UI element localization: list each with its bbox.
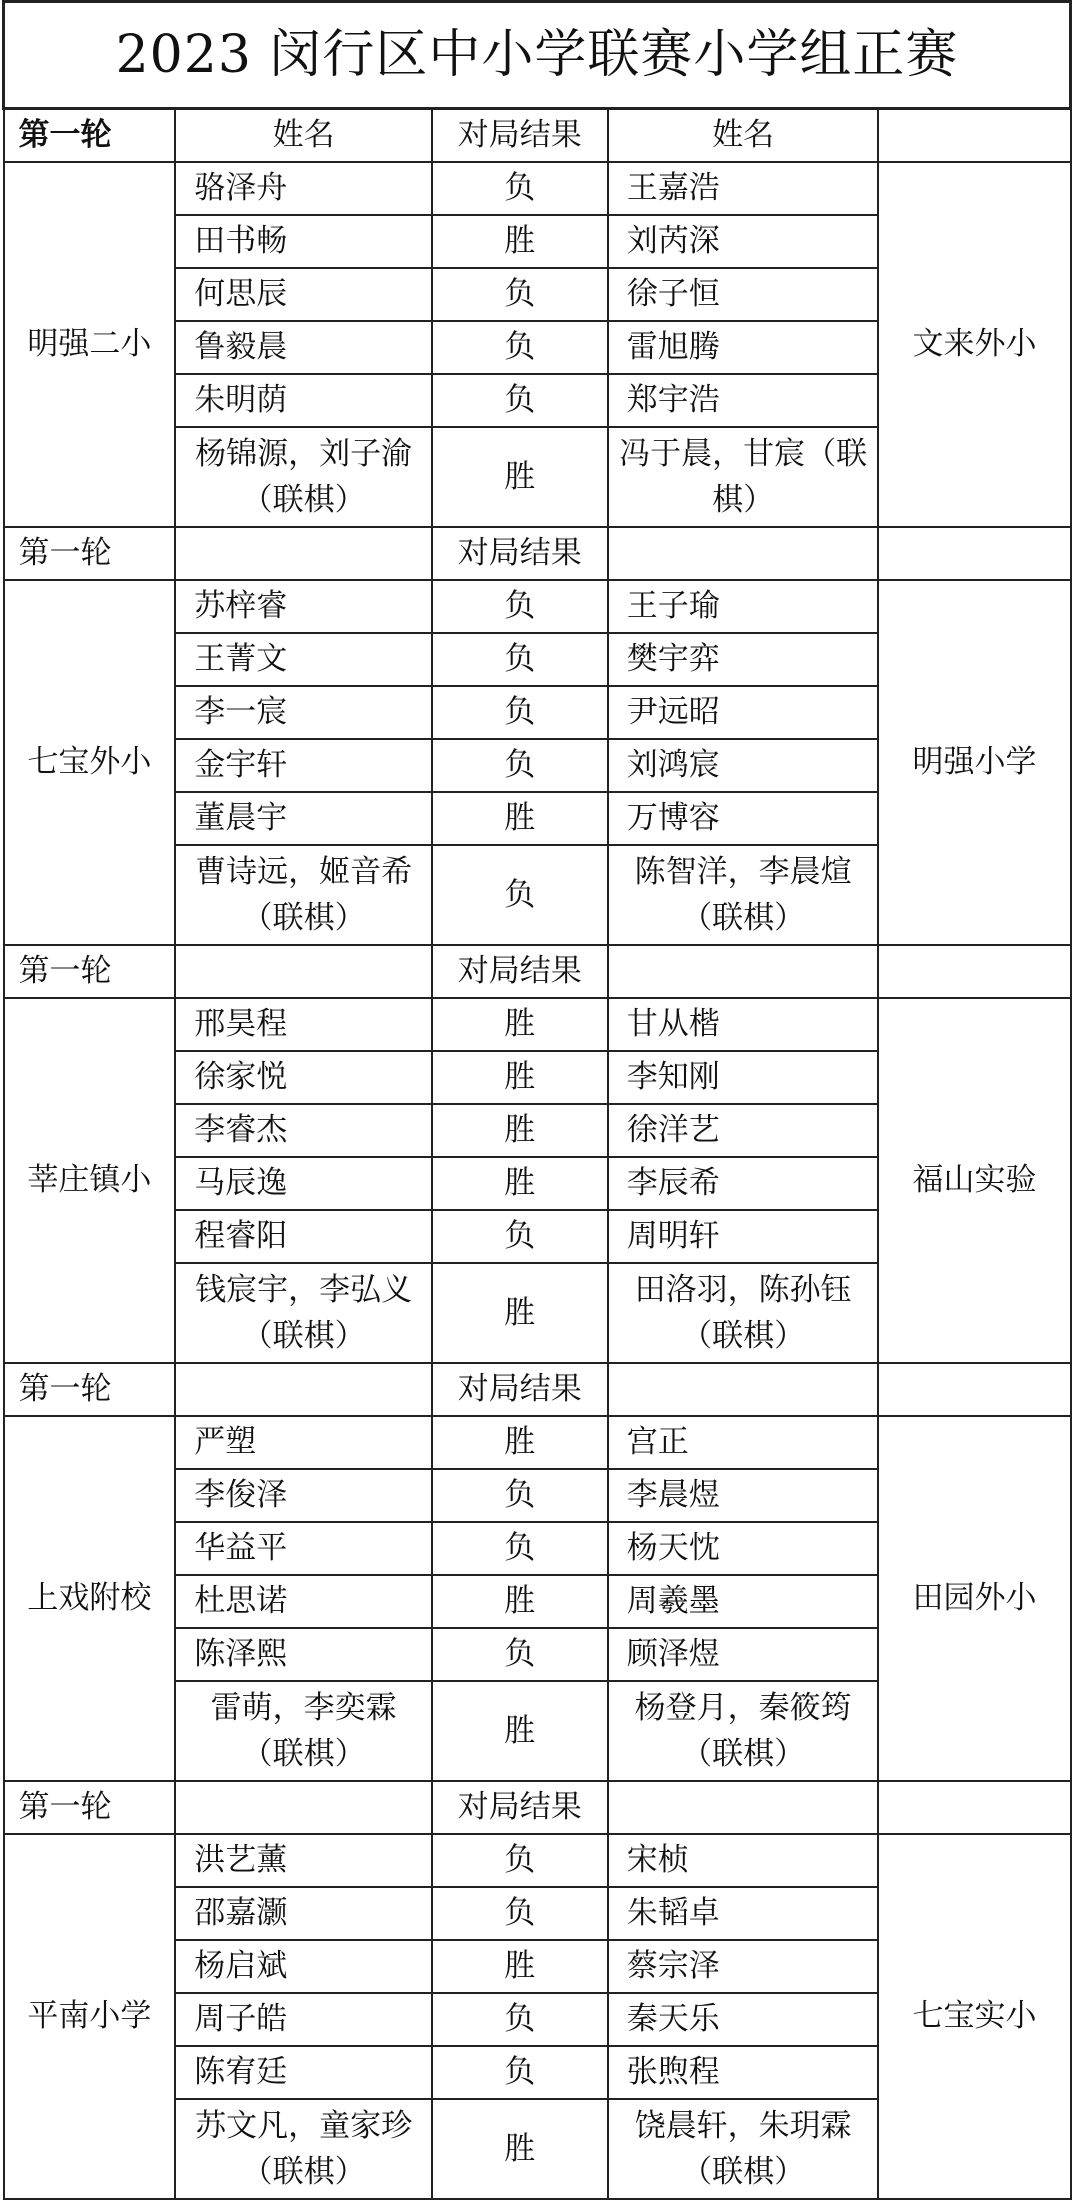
result-header: 对局结果	[432, 109, 608, 163]
match-result: 负	[432, 162, 608, 215]
round-header: 第一轮	[4, 109, 176, 163]
player-right: 朱韬卓	[608, 1887, 879, 1940]
match-result: 负	[432, 1522, 608, 1575]
player-left: 李一宸	[175, 686, 432, 739]
table-row	[4, 1834, 1071, 1887]
player-left: 邢昊程	[175, 998, 432, 1051]
player-left: 杨启斌	[175, 1940, 432, 1993]
result-header: 对局结果	[432, 527, 608, 580]
player-left: 何思辰	[175, 268, 432, 321]
player-left: 陈泽熙	[175, 1628, 432, 1681]
table-row	[4, 1416, 1071, 1469]
player-left: 李俊泽	[175, 1469, 432, 1522]
player-left: 杜思诺	[175, 1575, 432, 1628]
match-result: 负	[432, 1628, 608, 1681]
school-left: 莘庄镇小	[4, 998, 176, 1363]
match-result: 胜	[432, 427, 608, 527]
match-result: 胜	[432, 1940, 608, 1993]
result-header: 对局结果	[432, 1781, 608, 1834]
match-result: 负	[432, 1834, 608, 1887]
player-right: 饶晨轩，朱玥霖（联棋）	[608, 2099, 879, 2199]
empty-cell	[878, 945, 1070, 998]
page-title: 2023 闵行区中小学联赛小学组正赛	[4, 2, 1071, 109]
player-right: 杨天忱	[608, 1522, 879, 1575]
school-left: 平南小学	[4, 1834, 176, 2199]
match-result: 负	[432, 845, 608, 945]
school-right-header	[878, 109, 1070, 163]
player-left: 董晨宇	[175, 792, 432, 845]
player-left: 杨锦源，刘子渝（联棋）	[175, 427, 432, 527]
player-left: 苏梓睿	[175, 580, 432, 633]
empty-cell	[175, 1363, 432, 1416]
player-right: 万博容	[608, 792, 879, 845]
player-right: 田洛羽，陈孙钰（联棋）	[608, 1263, 879, 1363]
player-right: 周明轩	[608, 1210, 879, 1263]
school-right: 明强小学	[878, 580, 1070, 945]
player-right: 秦天乐	[608, 1993, 879, 2046]
match-result: 胜	[432, 1575, 608, 1628]
player-right: 陈智洋，李晨煊（联棋）	[608, 845, 879, 945]
player-right: 王嘉浩	[608, 162, 879, 215]
player-right: 李辰希	[608, 1157, 879, 1210]
empty-cell	[608, 527, 879, 580]
school-left: 七宝外小	[4, 580, 176, 945]
player-right: 徐洋艺	[608, 1104, 879, 1157]
player-left: 陈宥廷	[175, 2046, 432, 2099]
school-right: 福山实验	[878, 998, 1070, 1363]
school-right: 七宝实小	[878, 1834, 1070, 2199]
results-document	[2, 0, 1072, 2200]
player-left: 曹诗远，姬音希（联棋）	[175, 845, 432, 945]
player-left: 雷萌，李奕霖（联棋）	[175, 1681, 432, 1781]
match-result: 胜	[432, 998, 608, 1051]
player-right: 郑宇浩	[608, 374, 879, 427]
result-header: 对局结果	[432, 945, 608, 998]
match-result: 负	[432, 374, 608, 427]
player-right: 杨登月，秦筱筠（联棋）	[608, 1681, 879, 1781]
player-left: 骆泽舟	[175, 162, 432, 215]
player-left: 李睿杰	[175, 1104, 432, 1157]
match-result: 负	[432, 1887, 608, 1940]
match-result: 负	[432, 1210, 608, 1263]
player-right: 徐子恒	[608, 268, 879, 321]
match-result: 负	[432, 633, 608, 686]
empty-cell	[175, 1781, 432, 1834]
empty-cell	[175, 527, 432, 580]
player-right: 蔡宗泽	[608, 1940, 879, 1993]
school-left: 上戏附校	[4, 1416, 176, 1781]
school-left: 明强二小	[4, 162, 176, 527]
player-right: 樊宇弈	[608, 633, 879, 686]
player-left: 洪艺薰	[175, 1834, 432, 1887]
round-label: 第一轮	[4, 945, 176, 998]
table-row	[4, 162, 1071, 215]
table-header-row	[4, 109, 1071, 163]
player-left: 朱明荫	[175, 374, 432, 427]
player-left: 鲁毅晨	[175, 321, 432, 374]
round-separator-row	[4, 527, 1071, 580]
match-result: 胜	[432, 1263, 608, 1363]
player-left: 邵嘉灏	[175, 1887, 432, 1940]
match-result: 胜	[432, 1104, 608, 1157]
player-right: 李晨煜	[608, 1469, 879, 1522]
player-right: 刘鸿宸	[608, 739, 879, 792]
match-result: 胜	[432, 2099, 608, 2199]
match-result: 负	[432, 2046, 608, 2099]
name-right-header: 姓名	[608, 109, 879, 163]
player-left: 程睿阳	[175, 1210, 432, 1263]
round-separator-row	[4, 1363, 1071, 1416]
player-left: 周子皓	[175, 1993, 432, 2046]
empty-cell	[608, 1781, 879, 1834]
round-separator-row	[4, 1781, 1071, 1834]
match-result: 负	[432, 1469, 608, 1522]
player-right: 王子瑜	[608, 580, 879, 633]
player-right: 宫正	[608, 1416, 879, 1469]
match-result: 负	[432, 686, 608, 739]
round-label: 第一轮	[4, 1781, 176, 1834]
player-right: 张煦程	[608, 2046, 879, 2099]
match-result: 负	[432, 1993, 608, 2046]
match-result: 胜	[432, 215, 608, 268]
result-header: 对局结果	[432, 1363, 608, 1416]
empty-cell	[878, 1781, 1070, 1834]
match-result: 负	[432, 739, 608, 792]
match-result: 胜	[432, 1681, 608, 1781]
match-result: 负	[432, 321, 608, 374]
player-left: 金宇轩	[175, 739, 432, 792]
round-separator-row	[4, 945, 1071, 998]
name-left-header: 姓名	[175, 109, 432, 163]
empty-cell	[608, 945, 879, 998]
player-left: 徐家悦	[175, 1051, 432, 1104]
player-right: 甘从楷	[608, 998, 879, 1051]
match-result: 负	[432, 580, 608, 633]
player-right: 冯于晨，甘宸（联棋）	[608, 427, 879, 527]
player-right: 刘芮深	[608, 215, 879, 268]
player-left: 苏文凡，童家珍（联棋）	[175, 2099, 432, 2199]
empty-cell	[608, 1363, 879, 1416]
results-table	[2, 0, 1072, 2200]
player-right: 李知刚	[608, 1051, 879, 1104]
player-left: 王菁文	[175, 633, 432, 686]
player-left: 华益平	[175, 1522, 432, 1575]
empty-cell	[878, 1363, 1070, 1416]
player-left: 钱宸宇，李弘义（联棋）	[175, 1263, 432, 1363]
round-label: 第一轮	[4, 1363, 176, 1416]
empty-cell	[175, 945, 432, 998]
match-result: 胜	[432, 1051, 608, 1104]
player-left: 严塑	[175, 1416, 432, 1469]
match-result: 胜	[432, 1416, 608, 1469]
school-right: 田园外小	[878, 1416, 1070, 1781]
player-right: 尹远昭	[608, 686, 879, 739]
player-left: 马辰逸	[175, 1157, 432, 1210]
match-result: 胜	[432, 1157, 608, 1210]
player-left: 田书畅	[175, 215, 432, 268]
table-row	[4, 580, 1071, 633]
match-result: 负	[432, 268, 608, 321]
table-row	[4, 998, 1071, 1051]
round-label: 第一轮	[4, 527, 176, 580]
player-right: 顾泽煜	[608, 1628, 879, 1681]
player-right: 宋桢	[608, 1834, 879, 1887]
school-right: 文来外小	[878, 162, 1070, 527]
player-right: 周羲墨	[608, 1575, 879, 1628]
player-right: 雷旭腾	[608, 321, 879, 374]
match-result: 胜	[432, 792, 608, 845]
empty-cell	[878, 527, 1070, 580]
